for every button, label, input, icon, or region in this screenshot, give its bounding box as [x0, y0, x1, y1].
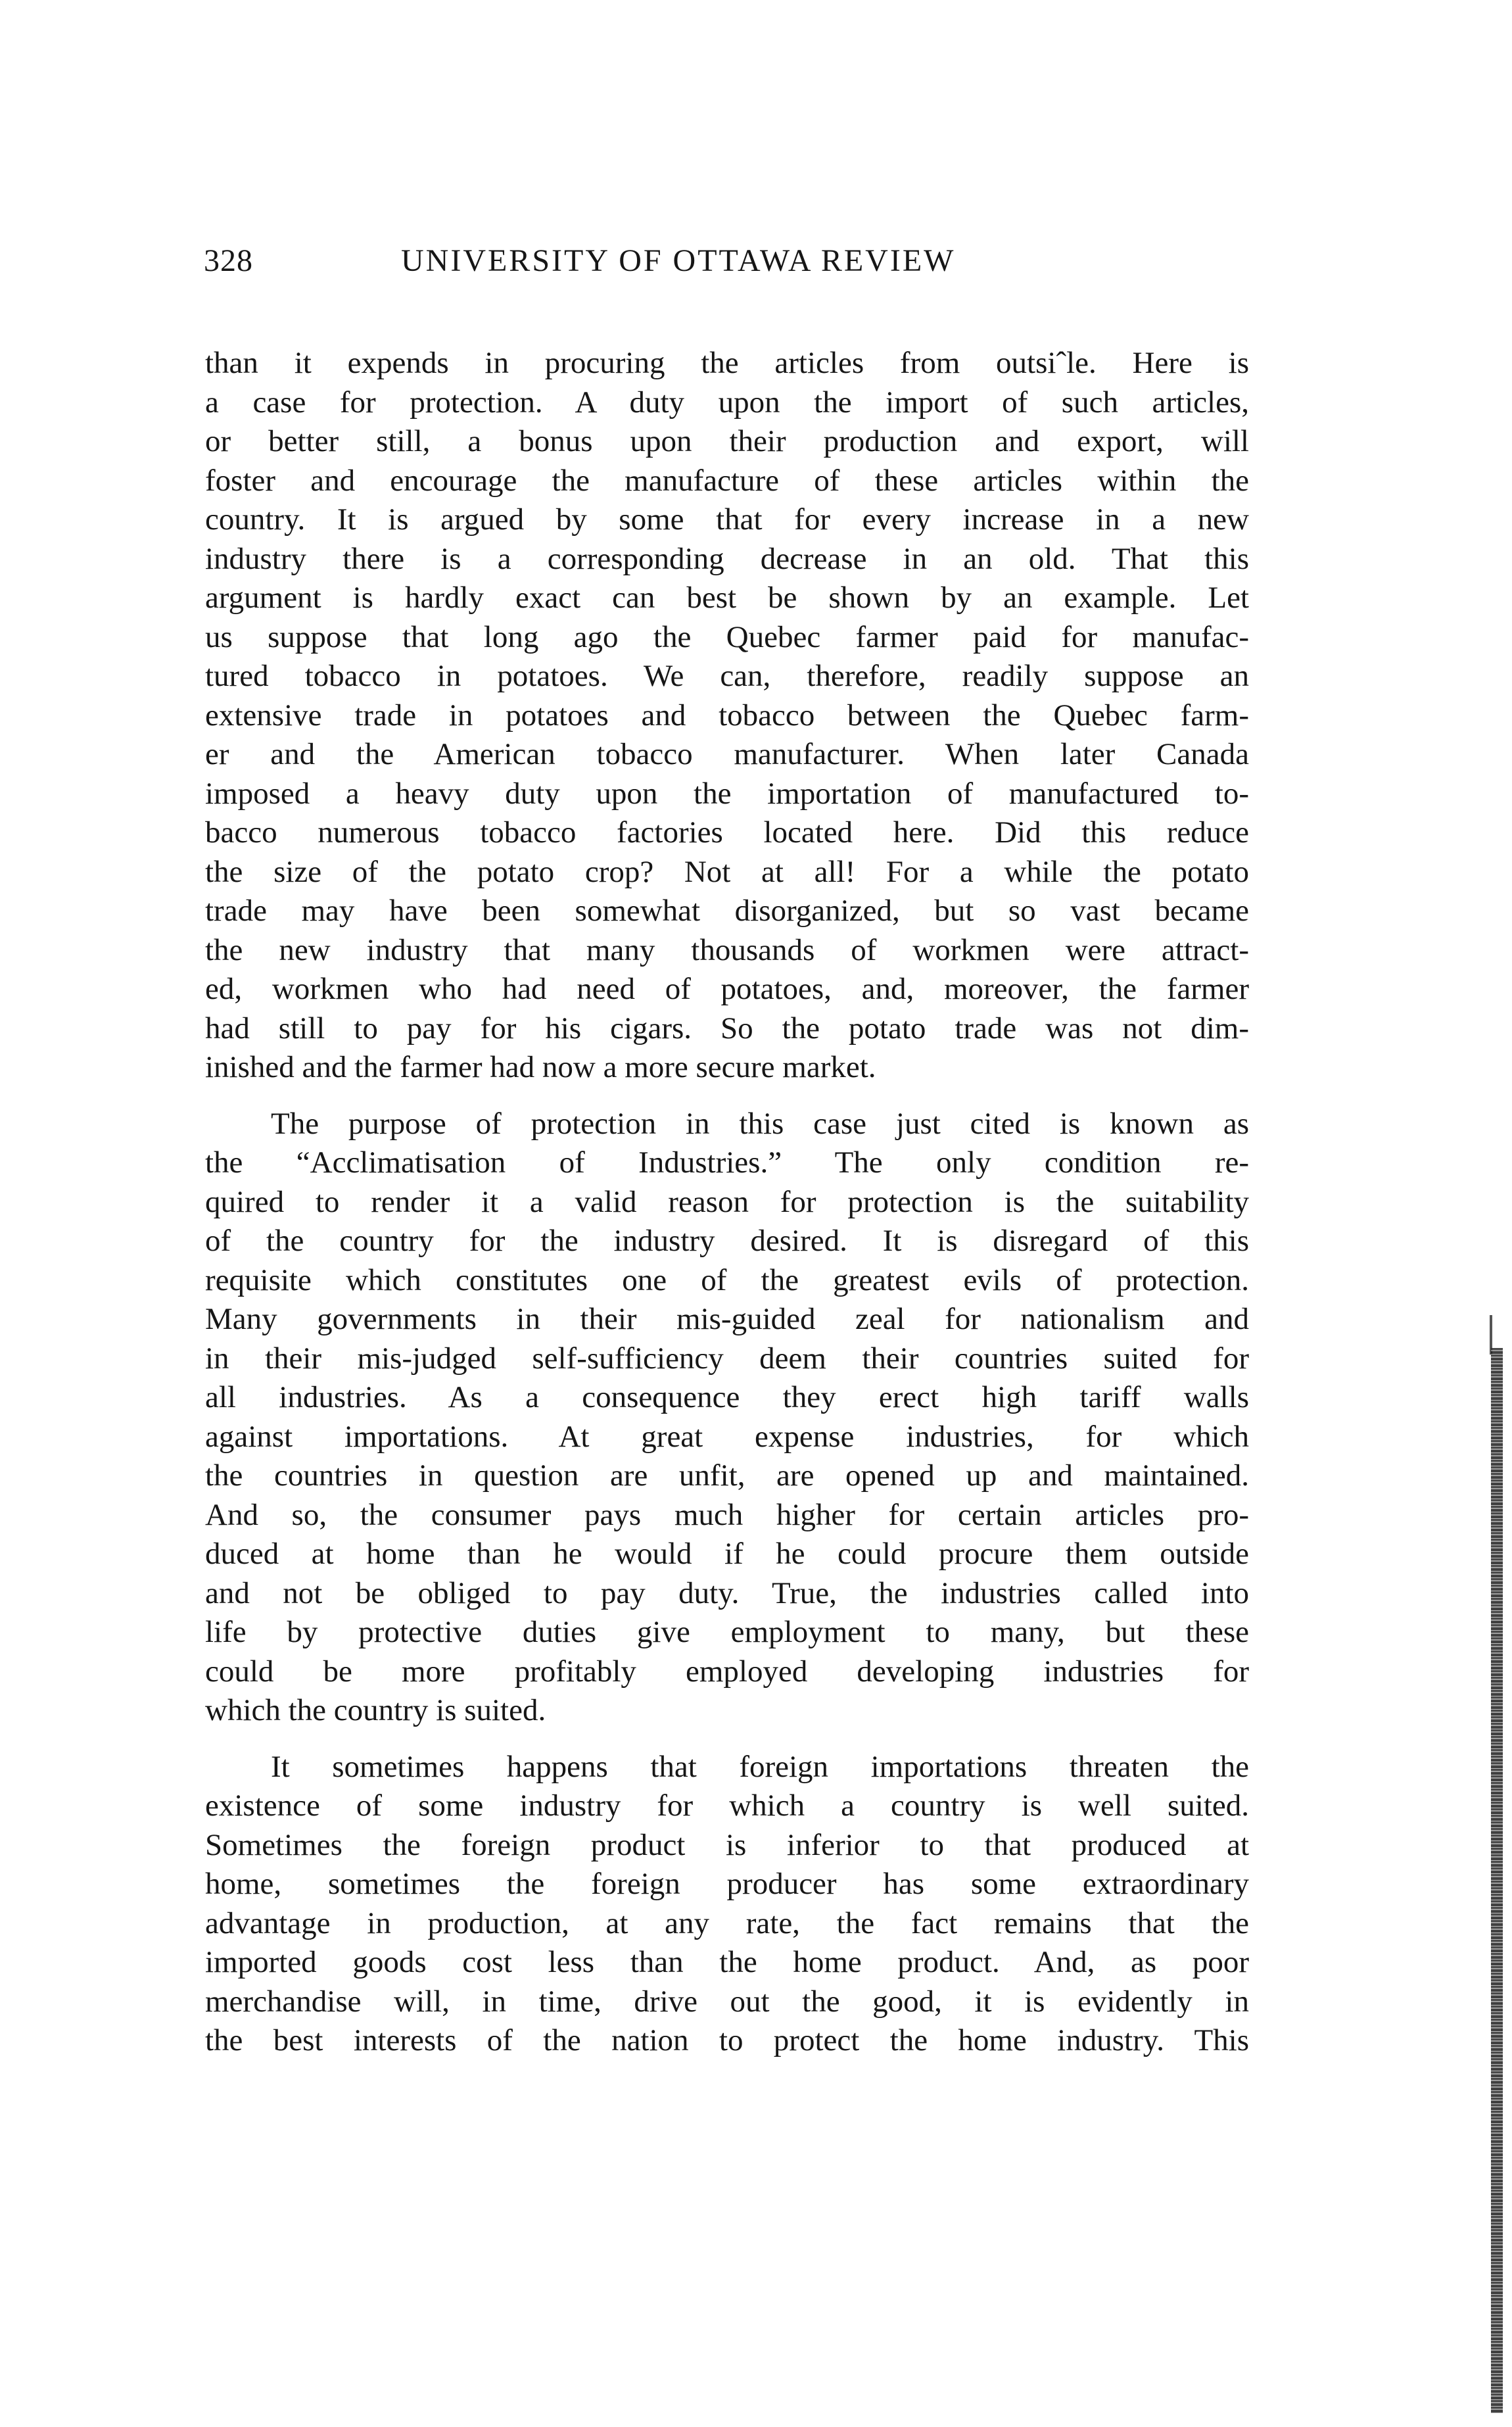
text-line: against importations. At great expense industries, for which — [205, 1419, 1249, 1454]
paragraph-3 — [205, 1748, 1249, 2061]
text-line: ed, workmen who had need of potatoes, and, moreover, the farmer — [205, 972, 1249, 1006]
body-text — [205, 344, 1249, 2061]
text-line: It sometimes happens that foreign importations threaten the — [271, 1749, 1249, 1784]
text-line: the best interests of the nation to protect the home industry. This — [205, 2023, 1249, 2057]
text-line: duced at home than he would if he could procure them outside — [205, 1537, 1249, 1571]
text-line: could be more profitably employed developing industries for — [205, 1654, 1249, 1689]
text-line: in their mis-judged self-sufficiency deem their countries suited for — [205, 1341, 1249, 1376]
text-line: of the country for the industry desired. It is disregard of this — [205, 1224, 1249, 1258]
text-line: had still to pay for his cigars. So the potato trade was not dim- — [205, 1011, 1249, 1045]
text-line: imposed a heavy duty upon the importation of manufactured to- — [205, 776, 1249, 811]
text-line: us suppose that long ago the Quebec farmer paid for manufac- — [205, 619, 1249, 654]
text-line: and not be obliged to pay duty. True, the industries called into — [205, 1575, 1249, 1610]
text-line: the size of the potato crop? Not at all! For a while the potato — [205, 854, 1249, 889]
text-line: the countries in question are unfit, are opened up and maintained. — [205, 1458, 1249, 1493]
text-line: er and the American tobacco manufacturer. When later Canada — [205, 737, 1249, 771]
text-line: life by protective duties give employment to many, but these — [205, 1615, 1249, 1649]
text-line: than it expends in procuring the articles from outsiˆle. Here is — [205, 346, 1249, 380]
paragraph-2 — [205, 1105, 1249, 1731]
text-line: the “Acclimatisation of Industries.” The only condition re- — [205, 1145, 1249, 1180]
text-line: argument is hardly exact can best be shown by an example. Let — [205, 581, 1249, 615]
text-line: And so, the consumer pays much higher for certain articles pro- — [205, 1497, 1249, 1532]
text-line: Sometimes the foreign product is inferior to that produced at — [205, 1827, 1249, 1862]
running-head — [204, 238, 1256, 284]
text-line: tured tobacco in potatoes. We can, therefore, readily suppose an — [205, 659, 1249, 693]
text-line: inished and the farmer had now a more secure market. — [205, 1050, 876, 1084]
text-line: trade may have been somewhat disorganized, but so vast became — [205, 894, 1249, 928]
text-line: requisite which constitutes one of the greatest evils of protection. — [205, 1262, 1249, 1297]
text-line: foster and encourage the manufacture of these articles within the — [205, 463, 1249, 498]
text-line: bacco numerous tobacco factories located here. Did this reduce — [205, 815, 1249, 850]
text-line: a case for protection. A duty upon the import of such articles, — [205, 385, 1249, 420]
journal-title: UNIVERSITY OF OTTAWA REVIEW — [401, 243, 956, 278]
text-line: extensive trade in potatoes and tobacco between the Quebec farm- — [205, 698, 1249, 733]
text-line: industry there is a corresponding decrease in an old. That this — [205, 541, 1249, 576]
text-line: quired to render it a valid reason for protection is the suitability — [205, 1184, 1249, 1219]
text-line: merchandise will, in time, drive out the good, it is evidently in — [205, 1984, 1249, 2019]
text-line: country. It is argued by some that for every increase in a new — [205, 502, 1249, 537]
paragraph-1 — [205, 344, 1249, 1088]
text-line: imported goods cost less than the home product. And, as poor — [205, 1945, 1249, 1979]
scan-edge-strip — [1491, 1348, 1503, 2413]
text-line: The purpose of protection in this case just cited is known as — [271, 1106, 1249, 1141]
text-line: existence of some industry for which a country is well suited. — [205, 1789, 1249, 1823]
page-number: 328 — [204, 243, 253, 278]
text-line: all industries. As a consequence they erect high tariff walls — [205, 1380, 1249, 1414]
text-line: advantage in production, at any rate, the fact remains that the — [205, 1906, 1249, 1940]
text-line: the new industry that many thousands of workmen were attract- — [205, 932, 1249, 967]
text-line: or better still, a bonus upon their production and export, will — [205, 424, 1249, 458]
text-line: which the country is suited. — [205, 1693, 546, 1727]
text-line: Many governments in their mis-guided zeal for nationalism and — [205, 1302, 1249, 1336]
text-line: home, sometimes the foreign producer has some extraordinary — [205, 1867, 1249, 1901]
